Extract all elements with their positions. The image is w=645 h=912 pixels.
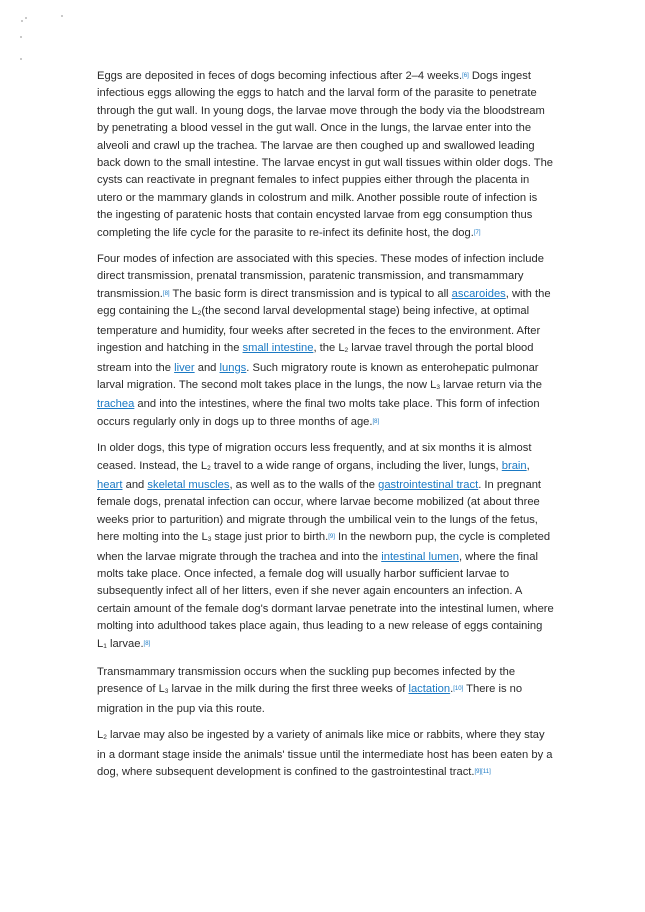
body-text: Dogs ingest infectious eggs allowing the eggs to hatch and the larval form of the parasite to penetrate through the gut wall. In young dogs, the larvae move through the body via the bloodstream by penetrating a blood vessel in the gut wall. Once in the lungs, the larvae enter into the alveoli and crawl up the trachea. The larvae are then coughed up and swallowed leading back down to the small intestine. The larvae encyst in gut wall tissues within older dogs. The cysts can reactivate in pregnant females to infect puppies either through the placenta in utero or the mammary glands in colostrum and milk. Another possible route of infection is the ingesting of paratenic hosts that contain encysted larvae from egg consumption thus completing the life cycle for the parasite to re-infect its definite host, the dog.	[97, 70, 554, 239]
citation-ref[interactable]: [9][11]	[474, 769, 491, 776]
body-text: Four modes of infection are associated with this species. These modes of infection include direct transmission, prenatal transmission, paratenic transmission, and transmammary transmission.	[97, 253, 544, 300]
body-text: In older dogs, this type of migration occurs less frequently, and at six months it is almost ceased. Instead, the L	[97, 442, 532, 472]
larval-stage-subscript: 3	[436, 383, 440, 391]
larval-stage-subscript: 1	[103, 642, 107, 650]
body-text: , with the egg containing the L	[97, 287, 551, 318]
larval-stage-subscript: 3	[207, 536, 212, 544]
body-text: larvae in the milk during the first three weeks of	[168, 683, 409, 696]
wiki-link[interactable]: gastrointestinal tract	[378, 478, 479, 491]
citation-ref[interactable]: [7]	[473, 229, 481, 236]
body-text: ,	[526, 459, 530, 472]
wiki-link[interactable]: liver	[174, 361, 195, 374]
citation-ref[interactable]: [8]	[372, 418, 380, 425]
body-text: (the second larval developmental stage) being infective, at optimal temperature and humidity, four weeks after secreted in the feces to the environment. After ingestion and hatching in the	[97, 305, 541, 355]
paragraph	[97, 727, 555, 781]
wiki-link[interactable]: small intestine	[242, 342, 314, 355]
citation-ref[interactable]: [9]	[328, 534, 335, 541]
wiki-link[interactable]: brain	[501, 459, 527, 472]
larval-stage-subscript: 3	[164, 688, 169, 696]
body-text: and	[194, 361, 220, 374]
paragraph	[97, 68, 555, 242]
wiki-link[interactable]: heart	[97, 478, 123, 491]
larval-stage-subscript: 2	[207, 464, 211, 472]
citation-ref[interactable]: [8]	[162, 290, 170, 297]
paragraph	[97, 664, 555, 718]
body-text: larvae return via the	[439, 378, 542, 391]
wiki-link[interactable]: trachea	[97, 398, 135, 411]
body-text: L	[97, 729, 104, 742]
body-text: larvae.	[106, 637, 144, 650]
citation-ref[interactable]: [10]	[453, 686, 464, 693]
body-text: larvae travel through the portal blood stream into the	[97, 342, 534, 374]
wiki-link[interactable]: ascaroides	[451, 287, 506, 300]
body-text: . Such migratory route is known as enterohepatic pulmonar larval migration. The second molt takes place in the lungs, the now L	[97, 361, 539, 391]
citation-ref[interactable]: [8]	[143, 640, 151, 647]
paragraph	[97, 251, 555, 431]
larval-stage-subscript: 2	[197, 310, 202, 318]
wiki-link[interactable]: lungs	[219, 361, 247, 374]
body-text: . In pregnant female dogs, prenatal infection can occur, where larvae become mobilized (at about three weeks prior to parturition) and migrate through the umbilical vein to the lungs of the fetus, here molting into the L	[97, 478, 542, 544]
body-text: , where the final molts take place. Once infected, a female dog will usually harbor sufficient larvae to subsequently infect all of her litters, even if she never again encounters an infection. A certain amount of the female dog's dormant larvae penetrate into the intestinal lumen, where molting into adulthood takes place again, thus leading to a new release of eggs containing L	[97, 550, 554, 650]
wiki-link[interactable]: lactation	[408, 683, 451, 696]
body-text: and	[122, 478, 148, 491]
body-text: Eggs are deposited in feces of dogs becoming infectious after 2–4 weeks.	[97, 70, 463, 82]
body-text: , the L	[313, 342, 345, 355]
larval-stage-subscript: 2	[344, 347, 349, 355]
body-text: The basic form is direct transmission and is typical to all	[169, 287, 452, 300]
body-text: travel to a wide range of organs, including the liver, lungs,	[210, 459, 502, 472]
body-text: There is no migration in the pup via this route.	[97, 683, 523, 715]
body-text: and into the intestines, where the final two molts take place. This form of infection occurs regularly only in dogs up to three months of age.	[97, 398, 540, 428]
body-text: .	[450, 683, 454, 696]
body-text: In the newborn pup, the cycle is completed when the larvae migrate through the trachea and into the	[97, 531, 551, 563]
paragraph	[97, 440, 555, 655]
body-text: stage just prior to birth.	[211, 531, 329, 544]
body-text: , as well as to the walls of the	[229, 478, 379, 491]
wiki-link[interactable]: skeletal muscles	[147, 478, 230, 491]
larval-stage-subscript: 2	[103, 734, 107, 742]
document-body	[97, 68, 555, 790]
body-text: Transmammary transmission occurs when the suckling pup becomes infected by the presence of L	[97, 666, 516, 696]
body-text: larvae may also be ingested by a variety of animals like mice or rabbits, where they stay in a dormant stage inside the animals' tissue until the intermediate host has been eaten by a dog, where subsequent development is confined to the gastrointestinal tract.	[97, 729, 553, 779]
citation-ref[interactable]: [6]	[462, 73, 469, 79]
wiki-link[interactable]: intestinal lumen	[381, 550, 459, 563]
